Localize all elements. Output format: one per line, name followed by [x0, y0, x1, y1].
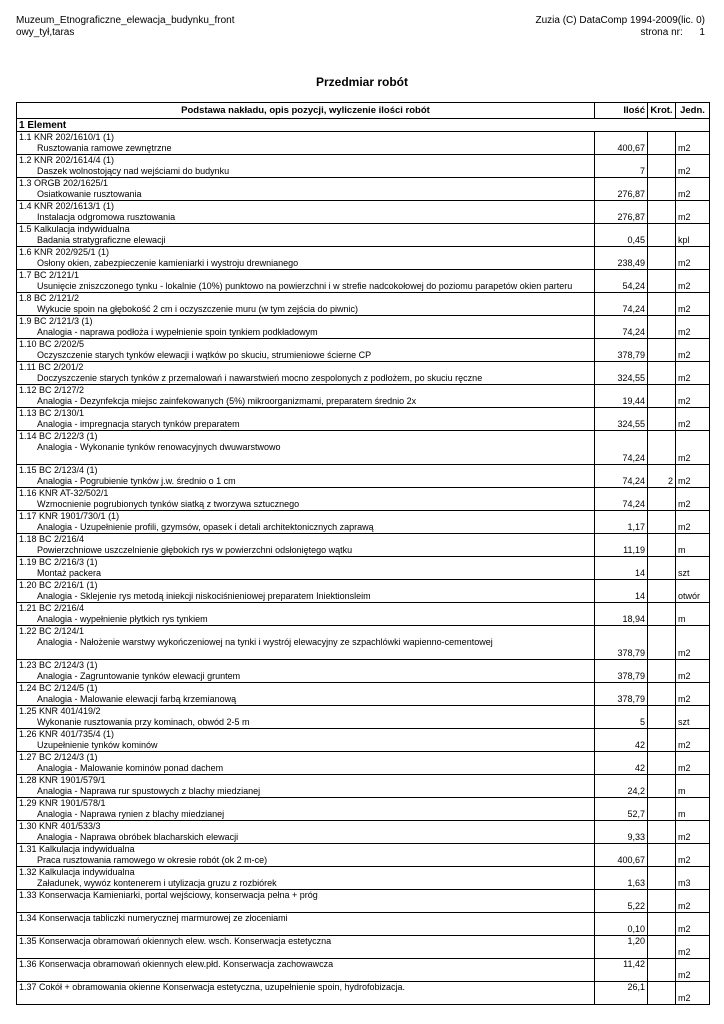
item-code: 1.14 BC 2/122/3 (1) [19, 431, 98, 441]
item-cell [17, 660, 595, 683]
item-multiplier [648, 580, 676, 603]
item-description: 1.35 Konserwacja obramowań okiennych elew. wsch. Konserwacja estetyczna [19, 936, 332, 946]
item-cell [17, 247, 595, 270]
item-code: 1.13 BC 2/130/1 [19, 408, 85, 418]
table-row [17, 729, 710, 752]
item-quantity: 9,33 [595, 821, 648, 844]
item-multiplier [648, 959, 676, 982]
item-unit: kpl [676, 224, 710, 247]
item-cell [17, 706, 595, 729]
item-unit: m2 [676, 683, 710, 706]
item-description: Rusztowania ramowe zewnętrzne [37, 143, 172, 153]
item-code: 1.6 KNR 202/925/1 (1) [19, 247, 110, 257]
file-name-line2: owy_tył,taras [16, 27, 75, 38]
item-code: 1.22 BC 2/124/1 [19, 626, 85, 636]
item-multiplier [648, 488, 676, 511]
item-quantity: 378,79 [595, 683, 648, 706]
item-quantity: 74,24 [595, 316, 648, 339]
item-code: 1.8 BC 2/121/2 [19, 293, 80, 303]
item-description: Uzupełnienie tynków kominów [37, 740, 158, 750]
table-row [17, 431, 710, 465]
table-row [17, 913, 710, 936]
item-cell [17, 626, 595, 660]
item-unit: m2 [676, 132, 710, 155]
item-cell [17, 775, 595, 798]
item-cell [17, 844, 595, 867]
item-cell [17, 465, 595, 488]
item-cell [17, 890, 595, 913]
item-description: Analogia - Pogrubienie tynków j.w. średnio o 1 cm [37, 476, 236, 486]
item-quantity: 7 [595, 155, 648, 178]
item-cell [17, 178, 595, 201]
table-row [17, 408, 710, 431]
item-cell [17, 431, 595, 465]
item-multiplier [648, 683, 676, 706]
item-code: 1.19 BC 2/216/3 (1) [19, 557, 98, 567]
item-quantity: 378,79 [595, 339, 648, 362]
item-description: Powierzchniowe uszczelnienie głębokich rys w powierzchni odsłoniętego wątku [37, 545, 353, 555]
item-multiplier [648, 155, 676, 178]
table-row [17, 557, 710, 580]
table-row [17, 362, 710, 385]
item-description: Instalacja odgromowa rusztowania [37, 212, 176, 222]
item-multiplier [648, 534, 676, 557]
item-code: 1.23 BC 2/124/3 (1) [19, 660, 98, 670]
table-row [17, 959, 710, 982]
item-quantity: 5 [595, 706, 648, 729]
item-description: Daszek wolnostojący nad wejściami do budynku [37, 166, 230, 176]
item-cell [17, 293, 595, 316]
header-left [16, 15, 234, 39]
item-multiplier [648, 890, 676, 913]
item-quantity: 400,67 [595, 132, 648, 155]
col-header-desc: Podstawa nakładu, opis pozycji, wyliczenie ilości robót [17, 103, 595, 119]
item-quantity: 378,79 [595, 626, 648, 660]
item-cell [17, 752, 595, 775]
table-row [17, 775, 710, 798]
item-code: 1.26 KNR 401/735/4 (1) [19, 729, 115, 739]
item-quantity: 276,87 [595, 178, 648, 201]
item-description: Analogia - Zagruntowanie tynków elewacji gruntem [37, 671, 241, 681]
item-code: 1.5 Kalkulacja indywidualna [19, 224, 130, 234]
item-unit: m2 [676, 431, 710, 465]
table-row [17, 603, 710, 626]
item-unit: m2 [676, 982, 710, 1005]
item-quantity: 1,20 [595, 936, 648, 959]
item-multiplier [648, 201, 676, 224]
item-multiplier [648, 178, 676, 201]
item-description: Analogia - Malowanie kominów ponad dachem [37, 763, 224, 773]
item-unit: m2 [676, 247, 710, 270]
item-unit: m2 [676, 465, 710, 488]
item-description: Analogia - naprawa podłoża i wypełnienie spoin tynkiem podkładowym [37, 327, 318, 337]
item-description: Oczyszczenie starych tynków elewacji i wątków po skuciu, strumieniowe ścierne CP [37, 350, 372, 360]
item-quantity: 19,44 [595, 385, 648, 408]
item-description: Badania stratygraficzne elewacji [37, 235, 166, 245]
item-description: Usunięcie zniszczonego tynku - lokalnie (10%) punktowo na powierzchni i w strefie nadcokołowej do poziomu parapetów okien parteru [37, 281, 573, 291]
item-multiplier [648, 844, 676, 867]
item-code: 1.27 BC 2/124/3 (1) [19, 752, 98, 762]
item-quantity: 276,87 [595, 201, 648, 224]
item-description: Analogia - impregnacja starych tynków preparatem [37, 419, 240, 429]
col-header-krot: Krot. [648, 103, 676, 119]
item-unit: m2 [676, 913, 710, 936]
item-unit: m2 [676, 752, 710, 775]
item-description: 1.34 Konserwacja tabliczki numerycznej marmurowej ze złoceniami [19, 913, 288, 923]
item-unit: m2 [676, 511, 710, 534]
item-code: 1.24 BC 2/124/5 (1) [19, 683, 98, 693]
item-cell [17, 729, 595, 752]
item-quantity: 0,10 [595, 913, 648, 936]
item-quantity: 26,1 [595, 982, 648, 1005]
table-row [17, 178, 710, 201]
item-cell [17, 821, 595, 844]
item-quantity: 0,45 [595, 224, 648, 247]
item-quantity: 1,17 [595, 511, 648, 534]
item-unit: m2 [676, 201, 710, 224]
item-unit: szt [676, 557, 710, 580]
item-quantity: 14 [595, 557, 648, 580]
item-unit: m2 [676, 155, 710, 178]
item-quantity: 52,7 [595, 798, 648, 821]
item-multiplier [648, 408, 676, 431]
item-multiplier [648, 752, 676, 775]
item-multiplier [648, 706, 676, 729]
item-cell [17, 913, 595, 936]
item-unit: m2 [676, 488, 710, 511]
col-header-unit: Jedn. [676, 103, 710, 119]
item-description: Analogia - Naprawa obróbek blacharskich elewacji [37, 832, 239, 842]
table-header-row [17, 103, 710, 119]
table-row [17, 270, 710, 293]
item-quantity: 378,79 [595, 660, 648, 683]
item-description: Analogia - Nałożenie warstwy wykończeniowej na tynki i wystrój elewacyjny ze szpachlówki wapienno-cementowej [37, 637, 493, 647]
item-multiplier [648, 270, 676, 293]
item-description: Wzmocnienie pogrubionych tynków siatką z tworzywa sztucznego [37, 499, 300, 509]
item-description: Doczyszczenie starych tynków z przemalowań i nawarstwień mocno zespolonych z podłożem, po skuciu ręczne [37, 373, 483, 383]
item-unit: m2 [676, 362, 710, 385]
item-unit: m2 [676, 316, 710, 339]
item-cell [17, 798, 595, 821]
item-code: 1.1 KNR 202/1610/1 (1) [19, 132, 115, 142]
table-row [17, 683, 710, 706]
item-quantity: 74,24 [595, 431, 648, 465]
table-row [17, 936, 710, 959]
item-description: Załadunek, wywóz kontenerem i utylizacja gruzu z rozbiórek [37, 878, 277, 888]
item-description: Analogia - Wykonanie tynków renowacyjnych dwuwarstwowo [37, 442, 281, 452]
item-description: Analogia - Naprawa rynien z blachy miedzianej [37, 809, 225, 819]
item-unit: m2 [676, 626, 710, 660]
item-unit: m [676, 775, 710, 798]
item-cell [17, 385, 595, 408]
table-row [17, 798, 710, 821]
table-row [17, 385, 710, 408]
item-multiplier [648, 385, 676, 408]
table-row [17, 660, 710, 683]
item-cell [17, 408, 595, 431]
item-quantity: 74,24 [595, 488, 648, 511]
item-unit: m2 [676, 385, 710, 408]
item-cell [17, 603, 595, 626]
item-unit: m [676, 603, 710, 626]
item-code: 1.18 BC 2/216/4 [19, 534, 85, 544]
item-multiplier [648, 362, 676, 385]
document-title: Przedmiar robót [315, 75, 408, 89]
table-row [17, 511, 710, 534]
software-info: Zuzia (C) DataComp 1994-2009(lic. 0) [535, 15, 705, 26]
item-quantity: 74,24 [595, 293, 648, 316]
item-quantity: 238,49 [595, 247, 648, 270]
table-row [17, 132, 710, 155]
table-row [17, 339, 710, 362]
table-row [17, 247, 710, 270]
file-name-line1: Muzeum_Etnograficzne_elewacja_budynku_front [16, 15, 235, 26]
item-description: Analogia - Naprawa rur spustowych z blachy miedzianej [37, 786, 261, 796]
item-multiplier: 2 [648, 465, 676, 488]
item-unit: m2 [676, 821, 710, 844]
item-code: 1.16 KNR AT-32/502/1 [19, 488, 109, 498]
item-code: 1.30 KNR 401/533/3 [19, 821, 101, 831]
item-multiplier [648, 936, 676, 959]
item-quantity: 324,55 [595, 362, 648, 385]
item-multiplier [648, 431, 676, 465]
item-unit: m [676, 798, 710, 821]
item-description: Praca rusztowania ramowego w okresie robót (ok 2 m-ce) [37, 855, 268, 865]
item-code: 1.25 KNR 401/419/2 [19, 706, 101, 716]
item-multiplier [648, 626, 676, 660]
item-unit: m2 [676, 660, 710, 683]
item-unit: m2 [676, 844, 710, 867]
item-description: Osiatkowanie rusztowania [37, 189, 142, 199]
item-cell [17, 683, 595, 706]
item-unit: m2 [676, 339, 710, 362]
item-cell [17, 224, 595, 247]
item-quantity: 18,94 [595, 603, 648, 626]
item-multiplier [648, 867, 676, 890]
item-quantity: 42 [595, 729, 648, 752]
item-multiplier [648, 660, 676, 683]
item-description: Montaż packera [37, 568, 102, 578]
item-code: 1.32 Kalkulacja indywidualna [19, 867, 135, 877]
page-number: strona nr: 1 [640, 27, 705, 38]
table-row [17, 316, 710, 339]
item-multiplier [648, 132, 676, 155]
item-description: Wykucie spoin na głębokość 2 cm i oczyszczenie muru (w tym zejścia do piwnic) [37, 304, 359, 314]
item-quantity: 11,19 [595, 534, 648, 557]
item-multiplier [648, 293, 676, 316]
item-quantity: 14 [595, 580, 648, 603]
item-description: Analogia - Sklejenie rys metodą iniekcji niskociśnieniowej preparatem Iniektionsleim [37, 591, 371, 601]
table-row [17, 224, 710, 247]
item-cell [17, 155, 595, 178]
table-row [17, 890, 710, 913]
item-cell [17, 580, 595, 603]
item-unit: otwór [676, 580, 710, 603]
item-code: 1.3 ORGB 202/1625/1 [19, 178, 109, 188]
item-description: Analogia - wypełnienie płytkich rys tynkiem [37, 614, 208, 624]
item-multiplier [648, 224, 676, 247]
item-unit: m2 [676, 270, 710, 293]
item-code: 1.20 BC 2/216/1 (1) [19, 580, 98, 590]
item-quantity: 5,22 [595, 890, 648, 913]
item-code: 1.29 KNR 1901/578/1 [19, 798, 106, 808]
item-multiplier [648, 603, 676, 626]
item-cell [17, 511, 595, 534]
item-quantity: 1,63 [595, 867, 648, 890]
item-code: 1.11 BC 2/201/2 [19, 362, 84, 372]
item-unit: m3 [676, 867, 710, 890]
table-row [17, 844, 710, 867]
item-code: 1.21 BC 2/216/4 [19, 603, 85, 613]
item-description: Osłony okien, zabezpieczenie kamieniarki i wystroju drewnianego [37, 258, 299, 268]
item-description: 1.37 Cokół + obramowania okienne Konserwacja estetyczna, uzupełnienie spoin, hydrofobizacja. [19, 982, 405, 992]
table-row [17, 201, 710, 224]
item-multiplier [648, 982, 676, 1005]
table-row [17, 580, 710, 603]
item-quantity: 324,55 [595, 408, 648, 431]
item-cell [17, 557, 595, 580]
item-unit: m [676, 534, 710, 557]
table-row [17, 626, 710, 660]
table-body [17, 119, 710, 1005]
item-code: 1.12 BC 2/127/2 [19, 385, 85, 395]
item-cell [17, 316, 595, 339]
item-code: 1.9 BC 2/121/3 (1) [19, 316, 93, 326]
item-unit: szt [676, 706, 710, 729]
section-row [17, 119, 710, 132]
table-row [17, 155, 710, 178]
item-code: 1.17 KNR 1901/730/1 (1) [19, 511, 120, 521]
item-cell [17, 362, 595, 385]
item-unit: m2 [676, 408, 710, 431]
item-description: Wykonanie rusztowania przy kominach, obwód 2-5 m [37, 717, 250, 727]
item-multiplier [648, 798, 676, 821]
item-code: 1.7 BC 2/121/1 [19, 270, 80, 280]
item-unit: m2 [676, 729, 710, 752]
item-cell [17, 201, 595, 224]
table-row [17, 534, 710, 557]
item-cell [17, 132, 595, 155]
item-cell [17, 982, 595, 1005]
item-multiplier [648, 557, 676, 580]
item-cell [17, 534, 595, 557]
item-multiplier [648, 821, 676, 844]
header-right [535, 15, 705, 39]
item-multiplier [648, 913, 676, 936]
item-multiplier [648, 247, 676, 270]
item-multiplier [648, 339, 676, 362]
item-quantity: 400,67 [595, 844, 648, 867]
item-unit: m2 [676, 890, 710, 913]
cost-table [16, 102, 710, 1005]
item-multiplier [648, 511, 676, 534]
item-code: 1.28 KNR 1901/579/1 [19, 775, 106, 785]
table-row [17, 488, 710, 511]
item-multiplier [648, 316, 676, 339]
table-row [17, 867, 710, 890]
table-row [17, 706, 710, 729]
section-label: 1 Element [17, 119, 710, 132]
item-cell [17, 867, 595, 890]
item-quantity: 11,42 [595, 959, 648, 982]
item-code: 1.15 BC 2/123/4 (1) [19, 465, 98, 475]
item-multiplier [648, 729, 676, 752]
table-row [17, 465, 710, 488]
item-cell [17, 270, 595, 293]
item-unit: m2 [676, 293, 710, 316]
table-row [17, 752, 710, 775]
item-cell [17, 959, 595, 982]
table-row [17, 821, 710, 844]
item-description: Analogia - Uzupełnienie profili, gzymsów, opasek i detali architektonicznych zaprawą [37, 522, 374, 532]
item-description: Analogia - Dezynfekcja miejsc zainfekowanych (5%) mikroorganizmami, preparatem średnio 2x [37, 396, 417, 406]
table-row [17, 982, 710, 1005]
col-header-qty: Ilość [595, 103, 648, 119]
item-code: 1.31 Kalkulacja indywidualna [19, 844, 135, 854]
item-unit: m2 [676, 178, 710, 201]
item-quantity: 54,24 [595, 270, 648, 293]
item-quantity: 74,24 [595, 465, 648, 488]
item-unit: m2 [676, 936, 710, 959]
item-description: Analogia - Malowanie elewacji farbą krzemianową [37, 694, 237, 704]
item-multiplier [648, 775, 676, 798]
item-cell [17, 488, 595, 511]
item-cell [17, 936, 595, 959]
item-cell [17, 339, 595, 362]
item-unit: m2 [676, 959, 710, 982]
table-row [17, 293, 710, 316]
item-code: 1.10 BC 2/202/5 [19, 339, 85, 349]
item-quantity: 42 [595, 752, 648, 775]
item-description: 1.33 Konserwacja Kamieniarki, portal wejściowy, konserwacja pełna + próg [19, 890, 318, 900]
item-description: 1.36 Konserwacja obramowań okiennych elew.płd. Konserwacja zachowawcza [19, 959, 334, 969]
item-code: 1.4 KNR 202/1613/1 (1) [19, 201, 115, 211]
item-code: 1.2 KNR 202/1614/4 (1) [19, 155, 115, 165]
item-quantity: 24,2 [595, 775, 648, 798]
